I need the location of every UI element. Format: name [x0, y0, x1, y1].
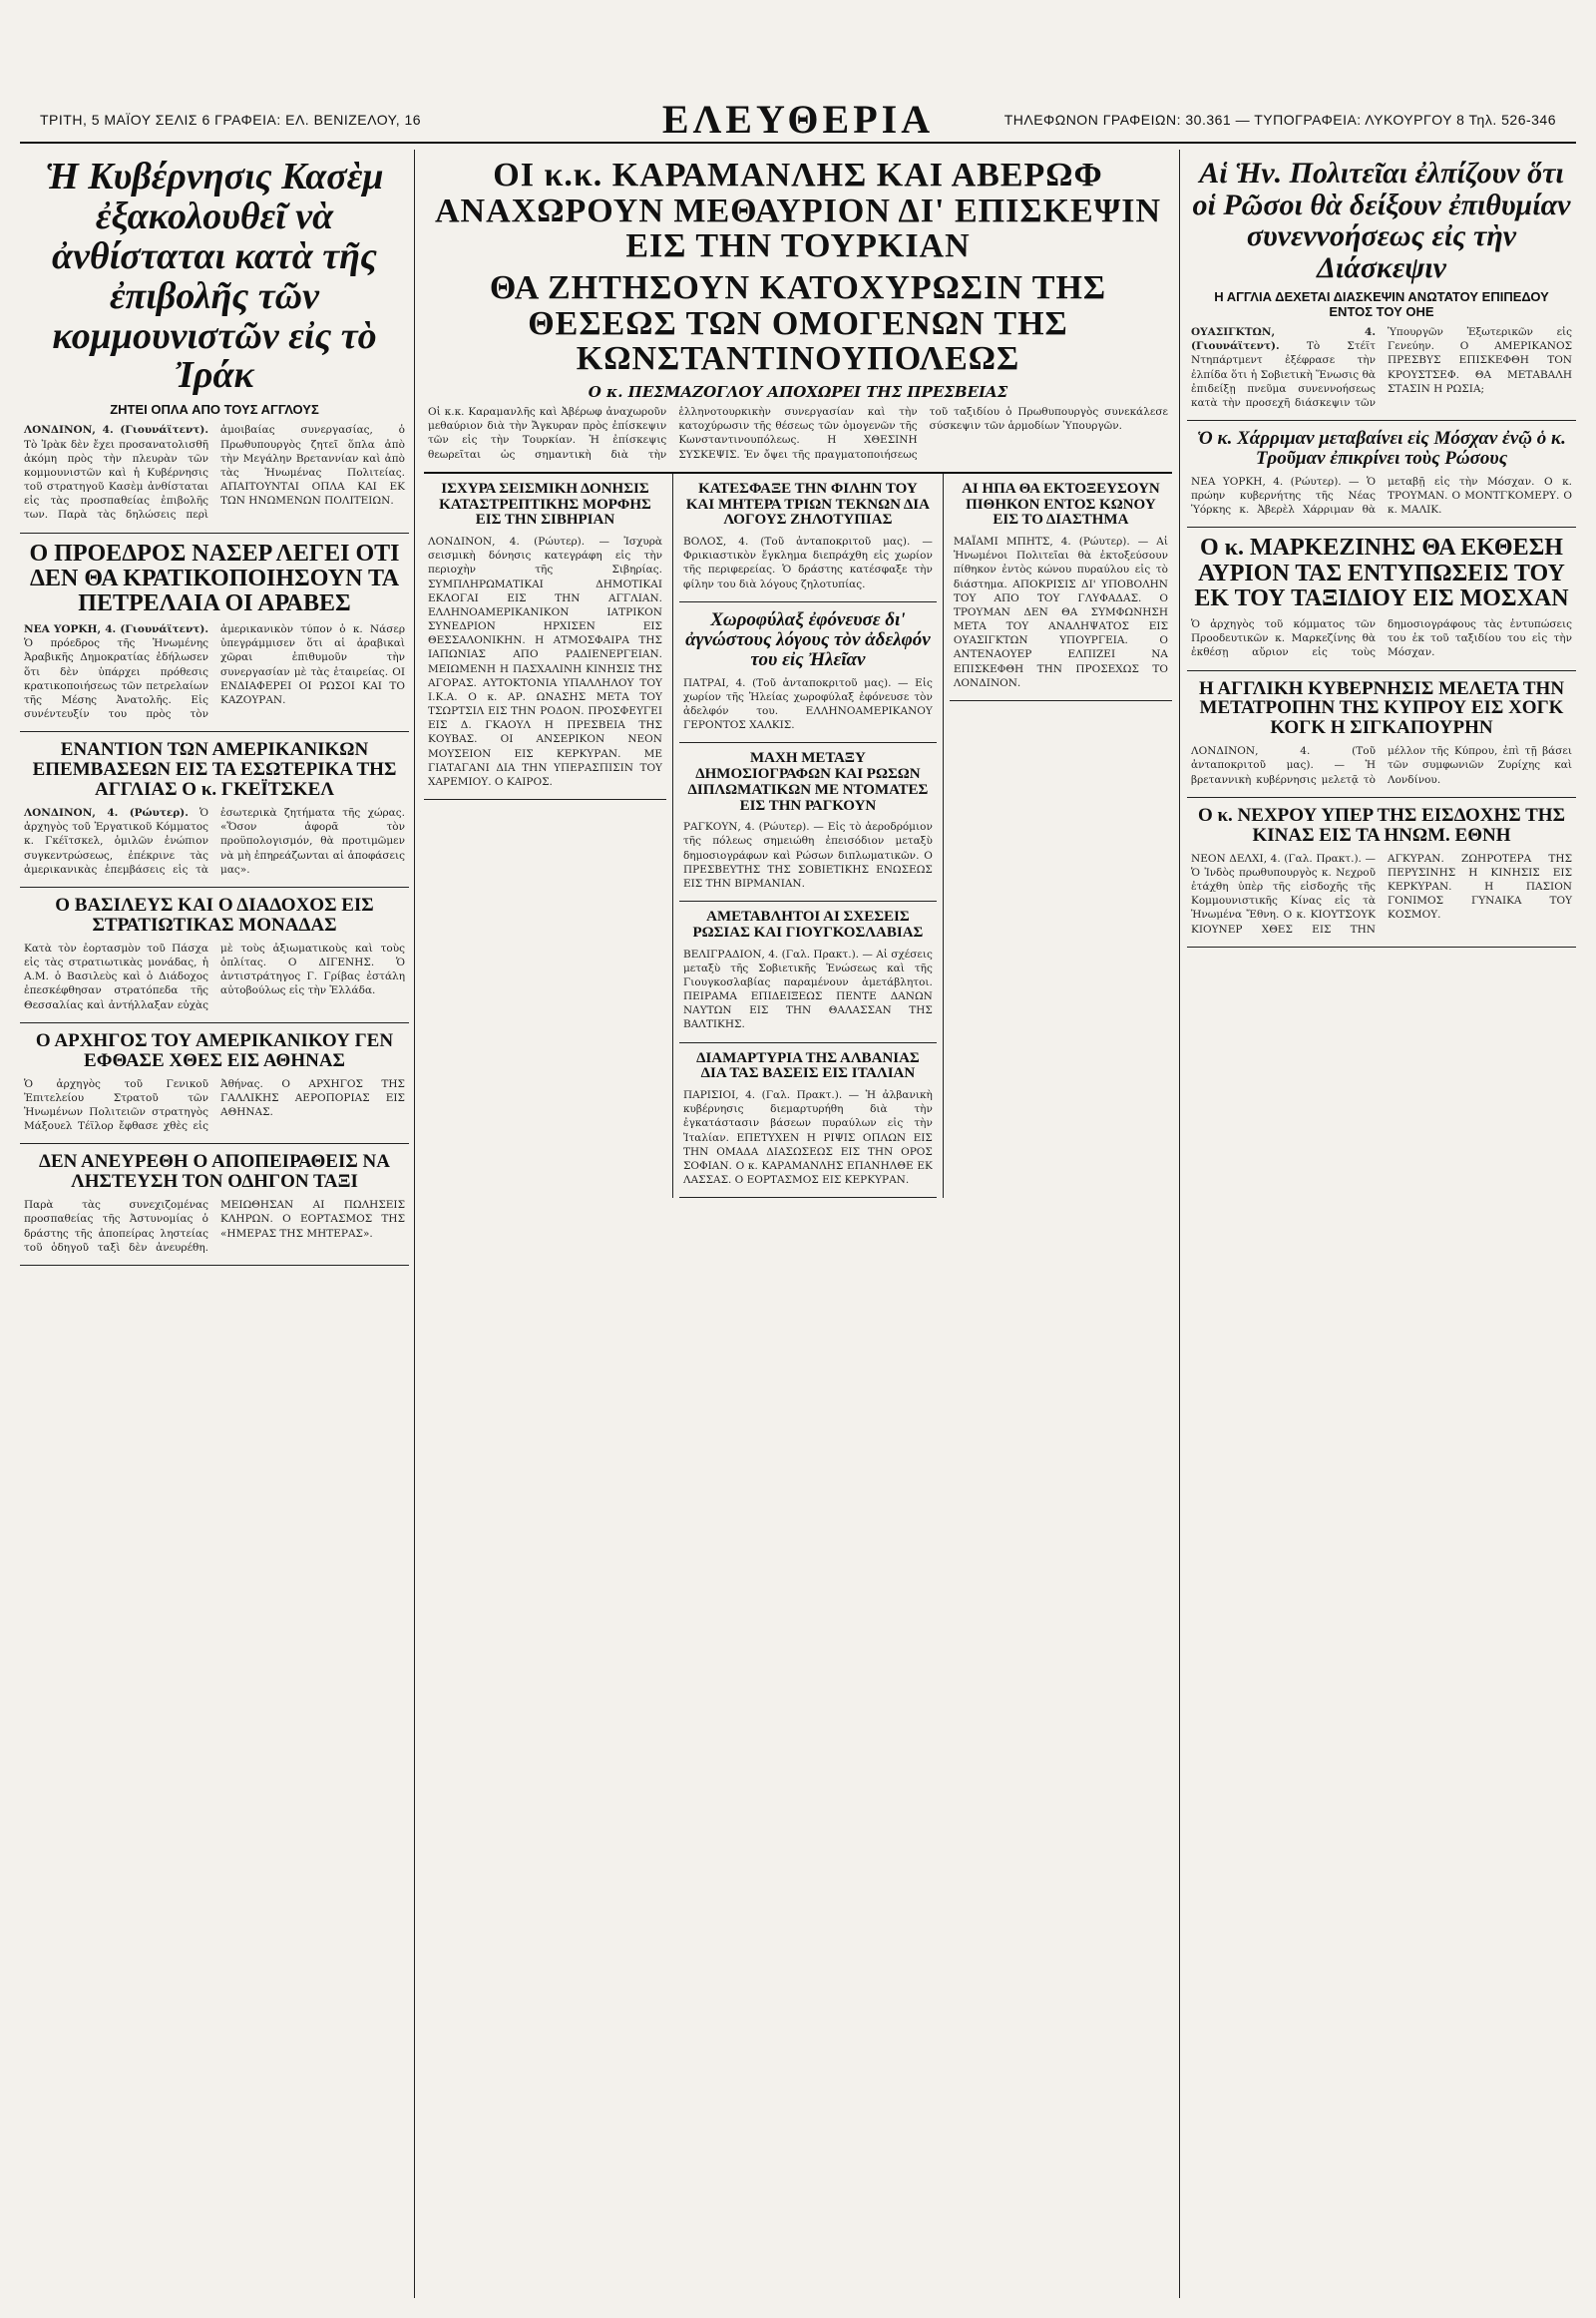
newspaper-title: ΕΛΕΥΘΕΡΙΑ	[661, 97, 935, 142]
body-text: Ὁ ἀρχηγὸς τοῦ Ἐργατικοῦ Κόμματος κ. Γκέϊτσκελ, ὁμιλῶν ἐνώπιον συγκεντρώσεως, ἐπέκρινε τὰς ἀμερικανικὰς ἐπεμβάσεις εἰς τὰ ἐσωτερικὰ ζητήματα τῆς χώρας. «Ὅσον ἀφορᾶ τὸν προϋπολογισμόν, θὰ προτιμῶμεν νὰ μὴ ἐπηρεάζωνται αἱ ἀποφάσεις μας».	[24, 807, 405, 876]
headline: Ο ΑΡΧΗΓΟΣ ΤΟΥ ΑΜΕΡΙΚΑΝΙΚΟΥ ΓΕΝ ΕΦΘΑΣΕ ΧΘΕΣ ΕΙΣ ΑΘΗΝΑΣ	[35, 1029, 394, 1071]
masthead-contacts: ΤΗΛΕΦΩΝΟΝ ΓΡΑΦΕΙΩΝ: 30.361 — ΤΥΠΟΓΡΑΦΕΙΑ: ΛΥΚΟΥΡΓΟΥ 8 Τηλ. 526-346	[1003, 112, 1556, 128]
column-divider	[414, 150, 415, 2298]
left-column	[20, 150, 409, 2298]
article-earthquake	[424, 474, 666, 800]
headline: Ἡ Κυβέρνησις Κασὲμ ἐξακολουθεῖ νὰ ἀνθίσταται κατὰ τῆς ἐπιβολῆς τῶν κομμουνιστῶν εἰς τὸ Ἰράκ	[45, 156, 384, 397]
headline: Η ΑΓΓΛΙΚΗ ΚΥΒΕΡΝΗΣΙΣ ΜΕΛΕΤΑ ΤΗΝ ΜΕΤΑΤΡΟΠΗΝ ΤΗΣ ΚΥΠΡΟΥ ΕΙΣ ΧΟΓΚ ΚΟΓΚ Η ΣΙΓΚΑΠΟΥΡΗΝ	[1198, 677, 1565, 739]
body-text: ΠΑΤΡΑΙ, 4. (Τοῦ ἀνταποκριτοῦ μας). — Εἰς χωρίον τῆς Ἠλείας χωροφύλαξ ἐφόνευσε τὸν ἀδελφόν του. ΕΛΛΗΝΟΑΜΕΡΙΚΑΝΟΥ ΓΕΡΟΝΤΟΣ ΧΑΛΚΙΣ.	[682, 676, 933, 732]
dateline: ΛΟΝΔΙΝΟΝ, 4. (Ρώυτερ).	[24, 807, 189, 820]
article-body	[24, 423, 405, 522]
headline: Αἱ Ἡν. Πολιτεῖαι ἐλπίζουν ὅτι οἱ Ρῶσοι θὰ δείξουν ἐπιθυμίαν συνεννοήσεως εἰς τὴν Διάσκεψιν	[1192, 157, 1571, 284]
masthead	[20, 0, 1576, 140]
masthead-date: ΤΡΙΤΗ, 5 ΜΑΪΟΥ ΣΕΛΙΣ 6 ΓΡΑΦΕΙΑ: ΕΛ. ΒΕΝΙΖΕΛΟΥ, 16	[40, 112, 422, 128]
article-body	[24, 622, 405, 721]
article-body	[24, 806, 405, 877]
body-text: Οἱ κ.κ. Καραμανλῆς καὶ Ἀβέρωφ ἀναχωροῦν μεθαύριον διὰ τὴν Ἄγκυραν πρὸς ἐπίσκεψιν τῶν εἰς τὴν Τουρκίαν. Ἡ ἐπίσκεψις θεωρεῖται ὡς σημαντικὴ διὰ τὴν ἑλληνοτουρκικὴν συνεργασίαν καὶ τὴν κατοχύρωσιν τῆς θέσεως τῶν ὁμογενῶν τῆς Κωνσταντινουπόλεως. Η ΧΘΕΣΙΝΗ ΣΥΣΚΕΨΙΣ. Ἐν ὄψει τῆς πραγματοποιήσεως τοῦ ταξιδίου ὁ Πρωθυπουργὸς συνεκάλεσε σύσκεψιν τῶν ἁρμοδίων Ὑπουργῶν.	[428, 406, 1168, 461]
body-text: ΒΟΛΟΣ, 4. (Τοῦ ἀνταποκριτοῦ μας). — Φρικιαστικὸν ἔγκλημα διεπράχθη εἰς χωρίον τῆς περιφερείας. Ὁ δράστης κατέσφαξε τὴν φίλην του διὰ λόγους ζηλοτυπίας.	[682, 536, 933, 590]
article-nehru	[1187, 798, 1576, 948]
dateline: ΛΟΝΔΙΝΟΝ, 4. (Γιουνάϊτεντ).	[24, 424, 208, 437]
dateline: ΝΕΑ ΥΟΡΚΗ, 4. (Γιουνάϊτεντ).	[24, 623, 208, 636]
headline: Ο ΠΡΟΕΔΡΟΣ ΝΑΣΕΡ ΛΕΓΕΙ ΟΤΙ ΔΕΝ ΘΑ ΚΡΑΤΙΚΟΠΟΙΗΣΟΥΝ ΤΑ ΠΕΤΡΕΛΑΙΑ ΟΙ ΑΡΑΒΕΣ	[29, 540, 400, 616]
body-text: Ὁ ἀρχηγὸς τοῦ κόμματος τῶν Προοδευτικῶν κ. Μαρκεζίνης θὰ ἐκθέσῃ αὔριον εἰς τοὺς δημοσιογράφους τὰς ἐντυπώσεις του ἐκ τοῦ ταξιδίου του εἰς τὴν Μόσχαν.	[1191, 617, 1572, 659]
center-subcolumn	[944, 474, 1172, 1199]
masthead-rule	[20, 142, 1576, 144]
body-text: ΜΑΪΑΜΙ ΜΠΗΤΣ, 4. (Ρώυτερ). — Αἱ Ἡνωμένοι Πολιτεῖαι θὰ ἐκτοξεύσουν πίθηκον ἐντὸς κώνου πυραύλου εἰς τὸ διάστημα. ΑΠΟΚΡΙΣΙΣ ΔΙ' ΥΠΟΒΟΛΗΝ ΤΟΥ ΑΠΟ ΤΟΥ ΓΛΥΦΑΔΑΣ. Ο ΤΡΟΥΜΑΝ ΔΕΝ ΘΑ ΣΥΜΦΩΝΗΣΗ ΜΕΤΑ ΤΟΥ ΑΝΑΛΗΨΑΤΟΣ ΕΙΣ ΟΥΑΣΙΓΚΤΩΝ ΥΠΟΥΡΓΕΙΑ. Ο ΑΝΤΕΝΑΟΥΕΡ ΕΛΠΙΖΕΙ ΝΑ ΕΠΙΣΚΕΦΘΗ ΤΗΝ ΠΡΟΣΕΧΩΣ ΤΟ ΛΟΝΔΙΝΟΝ.	[953, 536, 1168, 689]
headline: Ὁ κ. Χάρριμαν μεταβαίνει εἰς Μόσχαν ἐνῷ ὁ κ. Τροῦμαν ἐπικρίνει τοὺς Ρώσους	[1197, 428, 1566, 469]
body-text: ΝΕΑ ΥΟΡΚΗ, 4. (Ρώυτερ). — Ὁ πρώην κυβερνήτης τῆς Νέας Ὑόρκης κ. Ἀβερὲλ Χάρριμαν θὰ μεταβῇ εἰς τὴν Μόσχαν. Ο κ. ΤΡΟΥΜΑΝ. Ο ΜΟΝΤΓΚΟΜΕΡΥ. Ο κ. ΜΑΛΙΚ.	[1191, 475, 1572, 517]
body-text: ΡΑΓΚΟΥΝ, 4. (Ρώυτερ). — Εἰς τὸ ἀεροδρόμιον τῆς πόλεως σημειώθη ἐπεισόδιον μεταξὺ δημοσιογράφων καὶ Ρώσων διπλωματικῶν. Ο ΠΡΕΣΒΕΥΤΗΣ ΤΗΣ ΣΟΒΙΕΤΙΚΗΣ ΕΝΩΣΕΩΣ ΕΙΣ ΤΗΝ ΒΙΡΜΑΝΙΑΝ.	[682, 821, 933, 890]
article-gendarme	[679, 602, 937, 744]
article-us-hopes	[1187, 150, 1576, 421]
body-text: ΛΟΝΔΙΝΟΝ, 4. (Τοῦ ἀνταποκριτοῦ μας). — Ἡ βρεταννικὴ κυβέρνησις μελετᾷ τὸ μέλλον τῆς Κύπρου, ἐπὶ τῇ βάσει τῶν συμφωνιῶν Ζυρίχης καὶ Λονδίνου.	[1191, 745, 1572, 786]
body-text: ΝΕΟΝ ΔΕΛΧΙ, 4. (Γαλ. Πρακτ.). — Ὁ Ἰνδὸς πρωθυπουργὸς κ. Νεχροῦ ἐτάχθη ὑπὲρ τῆς εἰσδοχῆς τῆς Κομμουνιστικῆς Κίνας εἰς τὰ Ἡνωμένα Ἔθνη. Ο κ. ΚΙΟΥΤΣΟΥΚ ΚΙΟΥΝΕΡ ΧΘΕΣ ΕΙΣ ΤΗΝ ΑΓΚΥΡΑΝ. ΖΩΗΡΟΤΕΡΑ ΤΗΣ ΠΕΡΥΣΙΝΗΣ Η ΚΙΝΗΣΙΣ ΕΙΣ ΚΕΡΚΥΡΑΝ. Η ΠΑΣΙΟΝ ΓΟΝΙΜΟΣ ΓΥΝΑΙΚΑ ΤΟΥ ΚΟΣΜΟΥ.	[1191, 852, 1572, 936]
article-king	[20, 888, 409, 1023]
body-text: Ὁ πρόεδρος τῆς Ἡνωμένης Ἀραβικῆς Δημοκρατίας ἐδήλωσεν ὅτι δὲν ὑπάρχει πρόθεσις κρατικοποιήσεως τῶν πετρελαίων τῆς Μέσης Ἀνατολῆς. Εἰς συνέντευξίν του πρὸς τὸν ἀμερικανικὸν τύπον ὁ κ. Νάσερ ὑπεγράμμισεν ὅτι αἱ ἀραβικαὶ χῶραι ἐπιθυμοῦν τὴν συνεργασίαν μὲ τὰς ἑταιρείας. ΟΙ ΕΝΔΙΑΦΕΡΕΙ ΟΙ ΡΩΣΟΙ ΚΑΙ ΤΟ ΚΑΖΟΥΡΑΝ.	[24, 623, 405, 721]
body-text: ΒΕΛΙΓΡΑΔΙΟΝ, 4. (Γαλ. Πρακτ.). — Αἱ σχέσεις μεταξὺ τῆς Σοβιετικῆς Ἑνώσεως καὶ τῆς Γιουγκοσλαβίας παραμένουν ἀμετάβλητοι. ΠΕΙΡΑΜΑ ΕΠΙΔΕΙΞΕΩΣ ΠΕΝΤΕ ΔΑΝΩΝ ΝΑΥΤΩΝ ΕΙΣ ΤΗΝ ΘΑΛΑΣΣΑΝ ΤΗΣ ΒΑΛΤΙΚΗΣ.	[682, 948, 933, 1031]
article-albania	[679, 1043, 937, 1199]
headline: ΕΝΑΝΤΙΟΝ ΤΩΝ ΑΜΕΡΙΚΑΝΙΚΩΝ ΕΠΕΜΒΑΣΕΩΝ ΕΙΣ ΤΑ ΕΣΩΤΕΡΙΚΑ ΤΗΣ ΑΓΓΛΙΑΣ Ο κ. ΓΚΕΪΤΣΚΕΛ	[32, 739, 397, 801]
article-iraq	[20, 150, 409, 534]
headline: Ο ΒΑΣΙΛΕΥΣ ΚΑΙ Ο ΔΙΑΔΟΧΟΣ ΕΙΣ ΣΤΡΑΤΙΩΤΙΚΑΣ ΜΟΝΑΔΑΣ	[55, 894, 374, 936]
article-rangoon	[679, 743, 937, 902]
article-markezinis	[1187, 528, 1576, 670]
body-text: ΛΟΝΔΙΝΟΝ, 4. (Ρώυτερ). — Ἰσχυρὰ σεισμικὴ δόνησις κατεγράφη εἰς τὴν περιοχὴν τῆς Σιβηρίας. ΣΥΜΠΛΗΡΩΜΑΤΙΚΑΙ ΔΗΜΟΤΙΚΑΙ ΕΚΛΟΓΑΙ ΕΙΣ ΤΗΝ ΑΓΓΛΙΑΝ. ΕΛΛΗΝΟΑΜΕΡΙΚΑΝΙΚΟΝ ΙΑΤΡΙΚΟΝ ΣΥΝΕΔΡΙΟΝ ΗΡΧΙΣΕΝ ΕΙΣ ΘΕΣΣΑΛΟΝΙΚΗΝ. Η ΑΤΜΟΣΦΑΙΡΑ ΤΗΣ ΙΑΠΩΝΙΑΣ ΑΠΟ ΡΑΔΙΕΝΕΡΓΕΙΑΝ. ΜΕΙΩΜΕΝΗ Η ΠΑΣΧΑΛΙΝΗ ΚΙΝΗΣΙΣ ΤΗΣ ΑΓΟΡΑΣ. ΑΥΤΟΚΤΟΝΙΑ ΥΠΑΛΛΗΛΟΥ ΤΟΥ Ι.Κ.Α. Ο κ. ΑΡ. ΩΝΑΣΗΣ ΜΕΤΑ ΤΟΥ ΤΣΩΡΤΣΙΛ ΕΙΣ ΤΗΝ ΡΟΔΟΝ. ΠΡΟΣΦΕΥΓΕΙ ΕΙΣ Δ. ΓΚΑΟΥΛ Η ΠΡΕΣΒΕΙΑ ΤΗΣ ΚΟΥΒΑΣ. ΟΙ ΑΝΣΕΡΙΚΟΝ ΝΕΟΝ ΜΟΥΣΕΙΟΝ ΕΙΣ ΚΕΡΚΥΡΑΝ. ΜΕ ΓΙΑΤΑΓΑΝΙ ΔΙΑ ΤΗΝ ΥΠΕΡΑΣΠΙΣΙΝ ΤΟΥ ΧΑΡΕΜΙΟΥ. Ο ΚΑΙΡΟΣ.	[428, 536, 662, 788]
center-subcolumn	[673, 474, 944, 1199]
main-subheadline: ΘΑ ΖΗΤΗΣΟΥΝ ΚΑΤΟΧΥΡΩΣΙΝ ΤΗΣ ΘΕΣΕΩΣ ΤΩΝ ΟΜΟΓΕΝΩΝ ΤΗΣ ΚΩΝΣΤΑΝΤΙΝΟΥΠΟΛΕΩΣ	[489, 269, 1107, 378]
headline: ΑΜΕΤΑΒΛΗΤΟΙ ΑΙ ΣΧΕΣΕΙΣ ΡΩΣΙΑΣ ΚΑΙ ΓΙΟΥΓΚΟΣΛΑΒΙΑΣ	[692, 909, 924, 941]
headline: Χωροφύλαξ ἐφόνευσε δι' ἀγνώστους λόγους τὸν ἀδελφόν του εἰς Ἠλεῖαν	[685, 608, 931, 670]
article-body	[1191, 325, 1572, 410]
headline: ΙΣΧΥΡΑ ΣΕΙΣΜΙΚΗ ΔΟΝΗΣΙΣ ΚΑΤΑΣΤΡΕΠΤΙΚΗΣ ΜΟΡΦΗΣ ΕΙΣ ΤΗΝ ΣΙΒΗΡΙΑΝ	[439, 480, 651, 529]
main-headline: ΟΙ κ.κ. ΚΑΡΑΜΑΝΛΗΣ ΚΑΙ ΑΒΕΡΩΦ ΑΝΑΧΩΡΟΥΝ ΜΕΘΑΥΡΙΟΝ ΔΙ' ΕΠΙΣΚΕΨΙΝ ΕΙΣ ΤΗΝ ΤΟΥΡΚΙΑΝ	[435, 157, 1161, 265]
headline: ΑΙ ΗΠΑ ΘΑ ΕΚΤΟΞΕΥΣΟΥΝ ΠΙΘΗΚΟΝ ΕΝΤΟΣ ΚΩΝΟΥ ΕΙΣ ΤΟ ΔΙΑΣΤΗΜΑ	[962, 480, 1160, 529]
body-text: Τὸ Στέϊτ Ντηπάρτμεντ ἐξέφρασε τὴν ἐλπίδα ὅτι ἡ Σοβιετικὴ Ἕνωσις θὰ ἐπιδείξῃ πνεῦμα συνεννοήσεως κατὰ τὴν προσεχῆ διάσκεψιν τῶν Ὑπουργῶν Ἐξωτερικῶν εἰς Γενεύην. Ο ΑΜΕΡΙΚΑΝΟΣ ΠΡΕΣΒΥΣ ΕΠΙΣΚΕΦΘΗ ΤΟΝ ΚΡΟΥΣΤΣΕΦ. ΘΑ ΜΕΤΑΒΑΛΗ ΣΤΑΣΙΝ Η ΡΩΣΙΑ;	[1191, 326, 1572, 409]
article-us-chief	[20, 1023, 409, 1145]
article-yugoslavia	[679, 902, 937, 1043]
subline: Ο κ. ΠΕΣΜΑΖΟΓΛΟΥ ΑΠΟΧΩΡΕΙ ΤΗΣ ΠΡΕΣΒΕΙΑΣ	[588, 383, 1008, 402]
body-text: Τὸ Ἰρὰκ δὲν ἔχει προσανατολισθῆ ἀκόμη πρὸς τὴν πλευρὰν τῶν κομμουνιστῶν καὶ ἡ Κυβέρνησις τοῦ στρατηγοῦ Κασὲμ ἀνθίσταται εἰς τὰς προσπαθείας ἐπιβολῆς των. Παρὰ τὰς δηλώσεις περὶ ἀμοιβαίας συνεργασίας, ὁ Πρωθυπουργὸς ζητεῖ ὅπλα ἀπὸ τὴν Μεγάλην Βρεταννίαν καὶ ἀπὸ τὰς Ἡνωμένας Πολιτείας. ΑΠΑΙΤΟΥΝΤΑΙ ΟΠΛΑ ΚΑΙ ΕΚ ΤΩΝ ΗΝΩΜΕΝΩΝ ΠΟΛΙΤΕΙΩΝ.	[24, 424, 405, 522]
column-divider	[1179, 150, 1180, 2298]
headline: ΚΑΤΕΣΦΑΞΕ ΤΗΝ ΦΙΛΗΝ ΤΟΥ ΚΑΙ ΜΗΤΕΡΑ ΤΡΙΩΝ ΤΕΚΝΩΝ ΔΙΑ ΛΟΓΟΥΣ ΖΗΛΟΤΥΠΙΑΣ	[685, 480, 930, 529]
body-text: ΠΑΡΙΣΙΟΙ, 4. (Γαλ. Πρακτ.). — Ἡ ἀλβανικὴ κυβέρνησις διεμαρτυρήθη διὰ τὴν ἐγκατάστασιν βάσεων πυραύλων εἰς τὴν Ἰταλίαν. ΕΠΕΤΥΧΕΝ Η ΡΙΨΙΣ ΟΠΛΩΝ ΕΙΣ ΤΗΝ ΟΜΑΔΑ ΔΙΑΣΩΣΕΩΣ ΕΙΣ ΤΗΝ ΟΡΟΣ ΣΟΦΙΑΝ. Ο κ. ΚΑΡΑΜΑΝΛΗΣ ΕΠΑΝΗΛΘΕ ΕΚ ΛΑΣΣΑΣ. Ο ΕΟΡΤΑΣΜΟΣ ΕΙΣ ΚΕΡΚΥΡΑΝ.	[682, 1089, 933, 1187]
dateline: ΟΥΑΣΙΓΚΤΩΝ, 4. (Γιουνάϊτεντ).	[1191, 326, 1376, 353]
article-taxi	[20, 1144, 409, 1266]
article-harriman	[1187, 421, 1576, 528]
article-karamanlis	[424, 150, 1172, 474]
kicker: ΖΗΤΕΙ ΟΠΛΑ ΑΠΟ ΤΟΥΣ ΑΓΓΛΟΥΣ	[110, 402, 319, 418]
center-grid	[424, 474, 1172, 1199]
kicker: Η ΑΓΓΛΙΑ ΔΕΧΕΤΑΙ ΔΙΑΣΚΕΨΙΝ ΑΝΩΤΑΤΟΥ ΕΠΙΠΕΔΟΥ ΕΝΤΟΣ ΤΟΥ ΟΗΕ	[1214, 289, 1549, 319]
center-column	[424, 150, 1172, 2298]
center-subcolumn	[424, 474, 673, 1199]
article-monkey	[950, 474, 1172, 701]
headline: Ο κ. ΜΑΡΚΕΖΙΝΗΣ ΘΑ ΕΚΘΕΣΗ ΑΥΡΙΟΝ ΤΑΣ ΕΝΤΥΠΩΣΕΙΣ ΤΟΥ ΕΚ ΤΟΥ ΤΑΞΙΔΙΟΥ ΕΙΣ ΜΟΣΧΑΝ	[1194, 535, 1569, 611]
article-nasser	[20, 534, 409, 733]
headline: Ο κ. ΝΕΧΡΟΥ ΥΠΕΡ ΤΗΣ ΕΙΣΔΟΧΗΣ ΤΗΣ ΚΙΝΑΣ ΕΙΣ ΤΑ ΗΝΩΜ. ΕΘΝΗ	[1197, 804, 1566, 846]
body-text: Κατὰ τὸν ἐορτασμὸν τοῦ Πάσχα εἰς τὰς στρατιωτικὰς μονάδας, ἡ Α.Μ. ὁ Βασιλεὺς καὶ ὁ Διάδοχος ἐπεσκέφθησαν στρατόπεδα τῆς Θεσσαλίας καὶ ἀντήλλαξαν εὐχὰς μὲ τοὺς ἀξιωματικοὺς καὶ τοὺς ὁπλίτας. Ο ΔΙΓΕΝΗΣ. Ὁ ἀντιστράτηγος Γ. Γρίβας ἐστάλη αὐτοβούλως εἰς τὴν Ἑλλάδα.	[24, 942, 405, 1011]
article-cyprus	[1187, 671, 1576, 798]
article-murder	[679, 474, 937, 602]
body-text: Παρὰ τὰς συνεχιζομένας προσπαθείας τῆς Ἀστυνομίας ὁ δράστης τῆς ἀποπείρας ληστείας τοῦ ὁδηγοῦ ταξὶ δὲν ἀνευρέθη. ΜΕΙΩΘΗΣΑΝ ΑΙ ΠΩΛΗΣΕΙΣ ΚΛΗΡΩΝ. Ο ΕΟΡΤΑΣΜΟΣ ΤΗΣ «ΗΜΕΡΑΣ ΤΗΣ ΜΗΤΕΡΑΣ».	[24, 1199, 405, 1254]
body-text: Ὁ ἀρχηγὸς τοῦ Γενικοῦ Ἐπιτελείου Στρατοῦ τῶν Ἡνωμένων Πολιτειῶν στρατηγὸς Μάξουελ Τέϊλορ ἔφθασε χθὲς εἰς Ἀθήνας. Ο ΑΡΧΗΓΟΣ ΤΗΣ ΓΑΛΛΙΚΗΣ ΑΕΡΟΠΟΡΙΑΣ ΕΙΣ ΑΘΗΝΑΣ.	[24, 1077, 405, 1133]
headline: ΔΙΑΜΑΡΤΥΡΙΑ ΤΗΣ ΑΛΒΑΝΙΑΣ ΔΙΑ ΤΑΣ ΒΑΣΕΙΣ ΕΙΣ ΙΤΑΛΙΑΝ	[696, 1049, 920, 1082]
right-column	[1187, 150, 1576, 2298]
article-gaitskell	[20, 732, 409, 888]
headline: ΔΕΝ ΑΝΕΥΡΕΘΗ Ο ΑΠΟΠΕΙΡΑΘΕΙΣ ΝΑ ΛΗΣΤΕΥΣΗ ΤΟΝ ΟΔΗΓΟΝ ΤΑΞΙ	[39, 1151, 390, 1193]
headline: ΜΑΧΗ ΜΕΤΑΞΥ ΔΗΜΟΣΙΟΓΡΑΦΩΝ ΚΑΙ ΡΩΣΩΝ ΔΙΠΛΩΜΑΤΙΚΩΝ ΜΕ ΝΤΟΜΑΤΕΣ ΕΙΣ ΤΗΝ ΡΑΓΚΟΥΝ	[687, 750, 929, 814]
